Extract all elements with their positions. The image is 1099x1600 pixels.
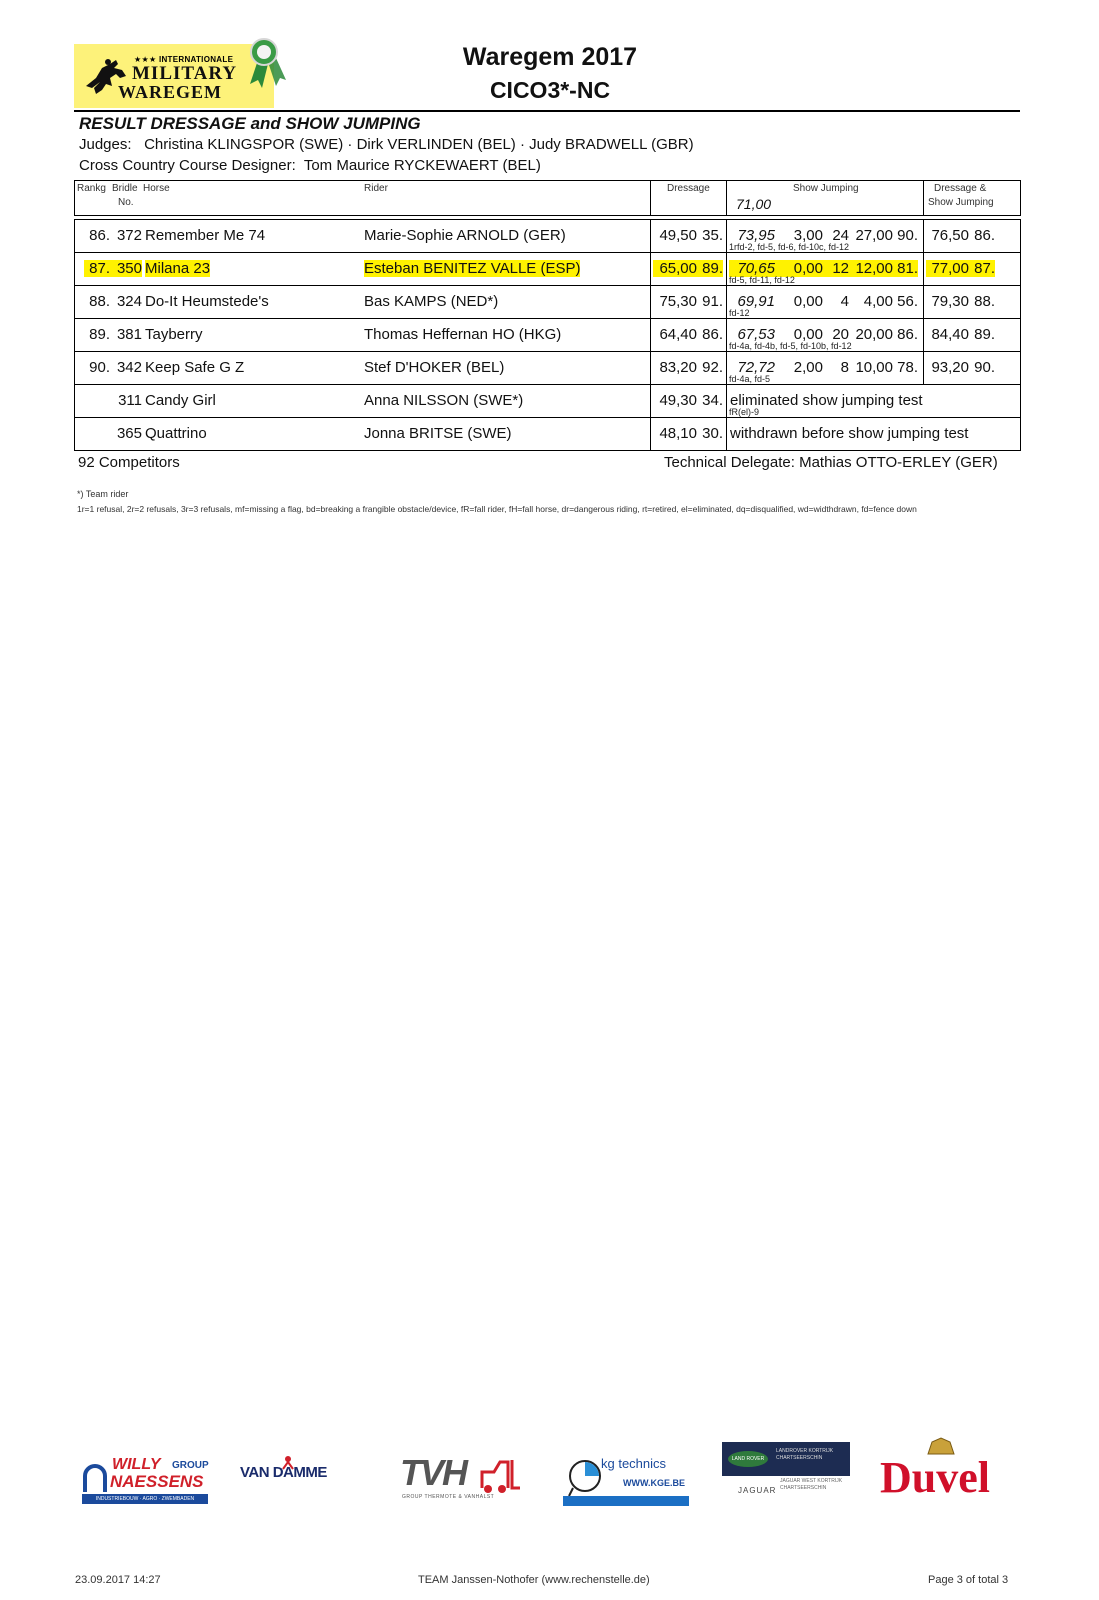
row-fault-notes: fd-4a, fd-5 [729, 374, 771, 384]
sponsor-willy-naessens [82, 1458, 208, 1524]
row-total-score: 77,00 [926, 260, 969, 277]
row-sj-time-penalty: 0,00 [793, 293, 823, 310]
footnote-legend: 1r=1 refusal, 2r=2 refusals, 3r=3 refusals, mf=missing a flag, bd=breaking a frangible obstacle/device, fR=fall rider, fH=fall horse, dr=dangerous riding, rt=retired, el=eliminated, dq=disqualified, wd=widthdrawn, fd=fence down [77, 504, 917, 514]
jaguar-text: JAGUAR [738, 1486, 777, 1495]
row-dressage-rank: 34. [702, 392, 723, 409]
row-sj-time: 69,91 [737, 293, 775, 310]
table-header-row [75, 181, 1021, 216]
row-sj-time-penalty: 2,00 [793, 359, 823, 376]
row-fault-notes: fd-5, fd-11, fd-12 [729, 275, 795, 285]
page-title: Waregem 2017 [462, 43, 638, 71]
row-sj-faults: 8 [840, 359, 849, 376]
row-sj-time: 72,72 [737, 359, 775, 376]
naessens-text: NAESSENS [110, 1472, 204, 1491]
section-title: RESULT DRESSAGE and SHOW JUMPING [79, 114, 421, 133]
row-show-jumping-cell [727, 220, 924, 253]
footer-credit: TEAM Janssen-Nothofer (www.rechenstelle.de) [418, 1574, 650, 1586]
row-dressage-rank: 91. [702, 293, 723, 310]
row-fault-notes: fR(el)-9 [729, 407, 760, 417]
row-status: withdrawn before show jumping test [730, 425, 969, 442]
row-total-cell [924, 319, 1021, 352]
sponsor-landrover-jaguar [722, 1448, 850, 1524]
row-total-rank: 89. [974, 326, 995, 343]
row-sj-time-penalty: 3,00 [793, 227, 823, 244]
table-row [75, 220, 1021, 253]
header-rider: Rider [364, 183, 388, 194]
technical-delegate: Technical Delegate: Mathias OTTO-ERLEY (GER) [664, 454, 998, 471]
willy-group-text: GROUP [172, 1460, 209, 1471]
table-row [75, 286, 1021, 319]
row-total-score: 84,40 [931, 326, 969, 343]
row-total-cell [924, 352, 1021, 385]
row-total-cell [924, 286, 1021, 319]
row-total-rank: 87. [969, 260, 995, 277]
event-logo [74, 44, 274, 108]
row-rank: 86. [89, 227, 110, 244]
row-rider: Marie-Sophie ARNOLD (GER) [364, 227, 566, 244]
row-rider: Stef D'HOKER (BEL) [364, 359, 505, 376]
kg-technics-text: kg technics [601, 1456, 667, 1471]
row-dressage-score: 48,10 [659, 425, 697, 442]
header-horse: Horse [143, 183, 170, 194]
row-horse: Milana 23 [145, 260, 211, 277]
row-show-jumping-cell [727, 286, 924, 319]
row-dressage-cell [651, 319, 727, 352]
row-total-rank: 90. [974, 359, 995, 376]
row-main-cell [75, 286, 651, 319]
row-dressage-rank: 89. [697, 260, 723, 277]
header-divider [74, 110, 1020, 112]
table-row [75, 418, 1021, 451]
row-rank: 90. [89, 359, 110, 376]
row-sj-total: 4,00 [863, 293, 893, 310]
row-horse: Candy Girl [145, 392, 216, 409]
row-horse: Quattrino [145, 425, 207, 442]
row-sj-time: 70,65 [729, 260, 775, 277]
tvh-subtitle: GROUP THERMOTE & VANHALST [402, 1494, 495, 1500]
row-status: eliminated show jumping test [730, 392, 923, 409]
row-sj-time: 67,53 [737, 326, 775, 343]
header-total-line2: Show Jumping [928, 197, 994, 208]
header-sj-cell [727, 181, 924, 216]
row-dressage-cell [651, 253, 727, 286]
row-bridle-number: 350 [110, 260, 142, 277]
logo-stars: ★★★ INTERNATIONALE [134, 55, 234, 64]
landrover-dealer-text: LANDROVER KORTRIJK CHARTSEERSCHIN [776, 1448, 834, 1461]
row-fault-notes: fd-4a, fd-4b, fd-5, fd-10b, fd-12 [729, 341, 852, 351]
sponsor-kg-technics [563, 1458, 689, 1524]
row-horse: Keep Safe G Z [145, 359, 245, 376]
competition-name: CICO3*-NC [489, 77, 611, 103]
row-main-cell [75, 220, 651, 253]
row-fault-notes: fd-12 [729, 308, 750, 318]
row-horse: Tayberry [145, 326, 203, 343]
header-bridle-no: No. [118, 197, 134, 208]
row-sj-total: 27,00 [855, 227, 893, 244]
results-table [74, 180, 1020, 451]
row-sj-rank: 81. [893, 260, 918, 277]
row-dressage-rank: 86. [702, 326, 723, 343]
forklift-icon [480, 1458, 520, 1494]
row-bridle-number: 342 [116, 359, 142, 376]
sponsor-tvh [400, 1452, 528, 1524]
row-dressage-cell [651, 220, 727, 253]
row-dressage-score: 64,40 [659, 326, 697, 343]
row-total-score: 76,50 [931, 227, 969, 244]
duvel-text: Duvel [880, 1453, 990, 1502]
designer-name: Tom Maurice RYCKEWAERT (BEL) [303, 157, 541, 174]
header-rank: Rankg [77, 183, 106, 194]
row-total-score: 79,30 [931, 293, 969, 310]
row-show-jumping-cell [727, 352, 924, 385]
table-row [75, 319, 1021, 352]
row-sj-time: 73,95 [737, 227, 775, 244]
row-show-jumping-cell [727, 319, 924, 352]
header-total-line1: Dressage & [934, 183, 987, 194]
kg-technics-bar [563, 1496, 689, 1506]
willy-subtitle: INDUSTRIEBOUW · AGRO · ZWEMBADEN [82, 1494, 208, 1504]
row-main-cell [75, 385, 651, 418]
row-sj-time-penalty: 0,00 [775, 260, 823, 277]
row-dressage-cell [651, 352, 727, 385]
footnote-team: *) Team rider [77, 489, 129, 499]
table-row [75, 352, 1021, 385]
row-dressage-cell [651, 286, 727, 319]
row-sj-faults: 12 [823, 260, 849, 277]
row-dressage-rank: 92. [702, 359, 723, 376]
judges-names: Christina KLINGSPOR (SWE) · Dirk VERLINDEN (BEL) · Judy BRADWELL (GBR) [144, 136, 694, 153]
rosette-icon [246, 38, 286, 88]
row-fault-notes: 1rfd-2, fd-5, fd-6, fd-10c, fd-12 [729, 242, 850, 252]
designer-label: Cross Country Course Designer: [79, 157, 296, 174]
row-sj-rank: 86. [897, 326, 918, 343]
kg-technics-logo-icon [567, 1458, 603, 1498]
row-status-cell [727, 418, 1021, 451]
header-dressage-cell [651, 181, 727, 216]
row-dressage-rank: 30. [702, 425, 723, 442]
row-bridle-number: 381 [116, 326, 142, 343]
landrover-badge: LAND ROVER [728, 1451, 768, 1467]
judges-line [79, 136, 694, 153]
row-main-cell [75, 253, 651, 286]
row-main-cell [75, 352, 651, 385]
tvh-text: TVH [400, 1452, 466, 1493]
row-show-jumping-cell [727, 253, 924, 286]
header-bridle: Bridle [112, 183, 138, 194]
row-rider: Bas KAMPS (NED*) [364, 293, 499, 310]
logo-line2: WAREGEM [118, 82, 223, 102]
row-dressage-score: 65,00 [653, 260, 697, 277]
row-rider: Anna NILSSON (SWE*) [364, 392, 524, 409]
row-rider: Esteban BENITEZ VALLE (ESP) [364, 260, 581, 277]
row-rank: 88. [89, 293, 110, 310]
row-dressage-cell [651, 418, 727, 451]
willy-naessens-emblem-icon [82, 1462, 108, 1492]
row-horse: Remember Me 74 [145, 227, 266, 244]
row-status-cell [727, 385, 1021, 418]
row-dressage-cell [651, 385, 727, 418]
row-dressage-score: 83,20 [659, 359, 697, 376]
row-sj-rank: 78. [897, 359, 918, 376]
header-left-cell [75, 181, 651, 216]
header-total-cell [924, 181, 1021, 216]
vandamme-text: VAN DAMME [240, 1464, 327, 1481]
judges-label: Judges: [79, 136, 132, 153]
row-bridle-number: 372 [116, 227, 142, 244]
landrover-panel [722, 1442, 850, 1476]
row-total-cell [924, 253, 1021, 286]
row-rider: Thomas Heffernan HO (HKG) [364, 326, 562, 343]
row-sj-faults: 20 [832, 326, 849, 343]
header-show-jumping: Show Jumping [793, 183, 859, 194]
row-total-score: 93,20 [931, 359, 969, 376]
logo-line1: MILITARY [132, 63, 238, 84]
competitors-count: 92 Competitors [78, 454, 180, 471]
header-dressage: Dressage [667, 183, 710, 194]
header-time-allowed: 71,00 [736, 196, 772, 212]
row-main-cell [75, 319, 651, 352]
row-dressage-rank: 35. [702, 227, 723, 244]
row-sj-total: 10,00 [855, 359, 893, 376]
row-sj-rank: 56. [897, 293, 918, 310]
row-sj-total: 20,00 [855, 326, 893, 343]
row-bridle-number: 365 [116, 425, 142, 442]
row-sj-total: 12,00 [849, 260, 893, 277]
row-rider: Jonna BRITSE (SWE) [364, 425, 512, 442]
row-bridle-number: 311 [118, 392, 142, 409]
row-rank: 87. [84, 260, 110, 277]
table-row [75, 253, 1021, 286]
row-rank: 89. [89, 326, 110, 343]
row-dressage-score: 49,50 [659, 227, 697, 244]
sponsor-vandamme [240, 1458, 366, 1524]
print-datetime: 23.09.2017 14:27 [75, 1574, 161, 1586]
row-main-cell [75, 418, 651, 451]
row-sj-faults: 4 [840, 293, 849, 310]
row-sj-faults: 24 [832, 227, 849, 244]
sponsor-duvel [880, 1453, 1004, 1524]
row-total-cell [924, 220, 1021, 253]
row-total-rank: 86. [974, 227, 995, 244]
row-horse: Do-It Heumstede's [145, 293, 269, 310]
designer-line [79, 157, 541, 174]
row-total-rank: 88. [974, 293, 995, 310]
row-sj-rank: 90. [897, 227, 918, 244]
kg-technics-url: WWW.KGE.BE [623, 1478, 685, 1488]
page-number: Page 3 of total 3 [928, 1574, 1009, 1586]
jaguar-dealer-text: JAGUAR WEST KORTRIJK CHARTSEERSCHIN [780, 1478, 843, 1491]
table-row [75, 385, 1021, 418]
willy-text: WILLY [112, 1456, 161, 1473]
row-dressage-score: 49,30 [659, 392, 697, 409]
vandamme-figure-icon [282, 1456, 294, 1470]
row-bridle-number: 324 [116, 293, 142, 310]
row-dressage-score: 75,30 [659, 293, 697, 310]
row-sj-time-penalty: 0,00 [793, 326, 823, 343]
